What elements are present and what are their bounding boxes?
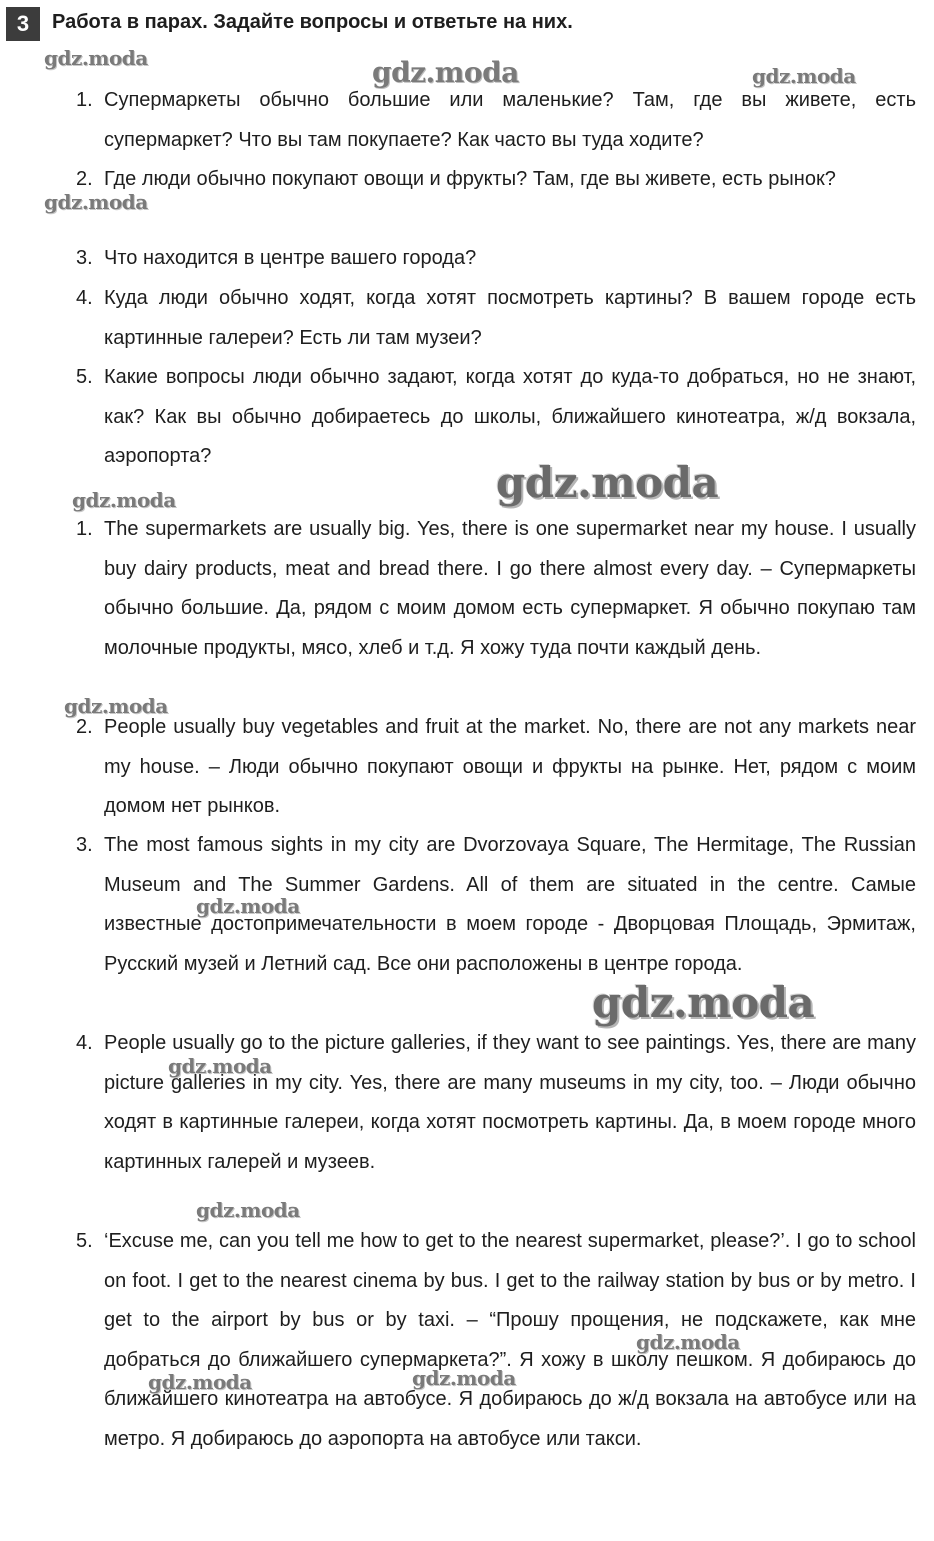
watermark: gdz.moda: [412, 1366, 516, 1390]
watermark: gdz.moda: [752, 64, 856, 88]
question-text: Куда люди обычно ходят, когда хотят посмотреть картины? В вашем городе есть картинные галереи? Есть ли там музеи?: [104, 287, 916, 349]
question-text: Какие вопросы люди обычно задают, когда хотят до куда-то добраться, но не знают, как? Как вы обычно добираетесь до школы, ближайшего кинотеатра, ж/д вокзала, аэропорта?: [104, 366, 916, 468]
question-text: Что находится в центре вашего города?: [104, 247, 477, 269]
answer-3: [76, 826, 916, 984]
watermark: gdz.moda: [148, 1370, 252, 1394]
question-5: [76, 358, 916, 477]
watermark: gdz.moda: [64, 694, 168, 718]
question-number: 4.: [76, 287, 93, 309]
answer-1: [76, 510, 916, 668]
watermark: gdz.moda: [44, 46, 148, 70]
question-2: [76, 160, 916, 200]
answer-text: The most famous sights in my city are Dvorzovaya Square, The Hermitage, The Russian Museum and The Summer Gardens. All of them are situated in the centre. Самые известные достопримечательности в моем городе - Дворцовая Площадь, Эрмитаж, Русский музей и Летний сад. Все они расположены в центре города.: [104, 834, 916, 975]
watermark: gdz.moda: [592, 978, 815, 1027]
answer-number: 2.: [76, 716, 93, 738]
answer-number: 5.: [76, 1230, 93, 1252]
watermark: gdz.moda: [168, 1054, 272, 1078]
exercise-number-badge: 3: [6, 7, 40, 41]
question-number: 5.: [76, 366, 93, 388]
answer-5: [76, 1222, 916, 1460]
answer-text: People usually buy vegetables and fruit at the market. No, there are not any markets near my house. – Люди обычно покупают овощи и фрукты на рынке. Нет, рядом с моим домом нет рынков.: [104, 716, 916, 818]
answer-4: [76, 1024, 916, 1182]
question-text: Супермаркеты обычно большие или маленькие? Там, где вы живете, есть супермаркет? Что вы там покупаете? Как часто вы туда ходите?: [104, 89, 916, 151]
question-3: [76, 239, 916, 279]
answer-text: ‘Excuse me, can you tell me how to get to the nearest supermarket, please?’. I go to school on foot. I get to the nearest cinema by bus. I get to the railway station by bus or by metro. I get to the airport by bus or by taxi. – “Прошу прощения, не подскажете, как мне добраться до ближайшего супермаркета?”. Я хожу в школу пешком. Я добираюсь до ближайшего кинотеатра на автобусе. Я добираюсь до ж/д вокзала на автобусе или на метро. Я добираюсь до аэропорта на автобусе или такси.: [104, 1230, 916, 1450]
watermark: gdz.moda: [496, 458, 719, 507]
watermark: gdz.moda: [372, 56, 519, 89]
answer-number: 3.: [76, 834, 93, 856]
answer-text: The supermarkets are usually big. Yes, there is one supermarket near my house. I usually buy dairy products, meat and bread there. I go there almost every day. – Супермаркеты обычно большие. Да, рядом с моим домом есть супермаркет. Я обычно покупаю там молочные продукты, мясо, хлеб и т.д. Я хожу туда почти каждый день.: [104, 518, 916, 659]
watermark: gdz.moda: [636, 1330, 740, 1354]
watermark: gdz.moda: [196, 1198, 300, 1222]
exercise-title: Работа в парах. Задайте вопросы и ответьте на них.: [52, 10, 573, 33]
watermark: gdz.moda: [72, 488, 176, 512]
answer-number: 1.: [76, 518, 93, 540]
answer-2: [76, 708, 916, 827]
exercise-header: [6, 6, 573, 42]
question-number: 3.: [76, 247, 93, 269]
question-1: [76, 81, 916, 160]
watermark: gdz.moda: [196, 894, 300, 918]
question-number: 1.: [76, 89, 93, 111]
question-4: [76, 279, 916, 358]
question-text: Где люди обычно покупают овощи и фрукты? Там, где вы живете, есть рынок?: [104, 168, 836, 190]
question-number: 2.: [76, 168, 93, 190]
watermark: gdz.moda: [44, 190, 148, 214]
answer-number: 4.: [76, 1032, 93, 1054]
answer-text: People usually go to the picture galleries, if they want to see paintings. Yes, there are many picture galleries in my city. Yes, there are many museums in my city, too. – Люди обычно ходят в картинные галереи, когда хотят посмотреть картины. Да, в моем городе много картинных галерей и музеев.: [104, 1032, 916, 1173]
